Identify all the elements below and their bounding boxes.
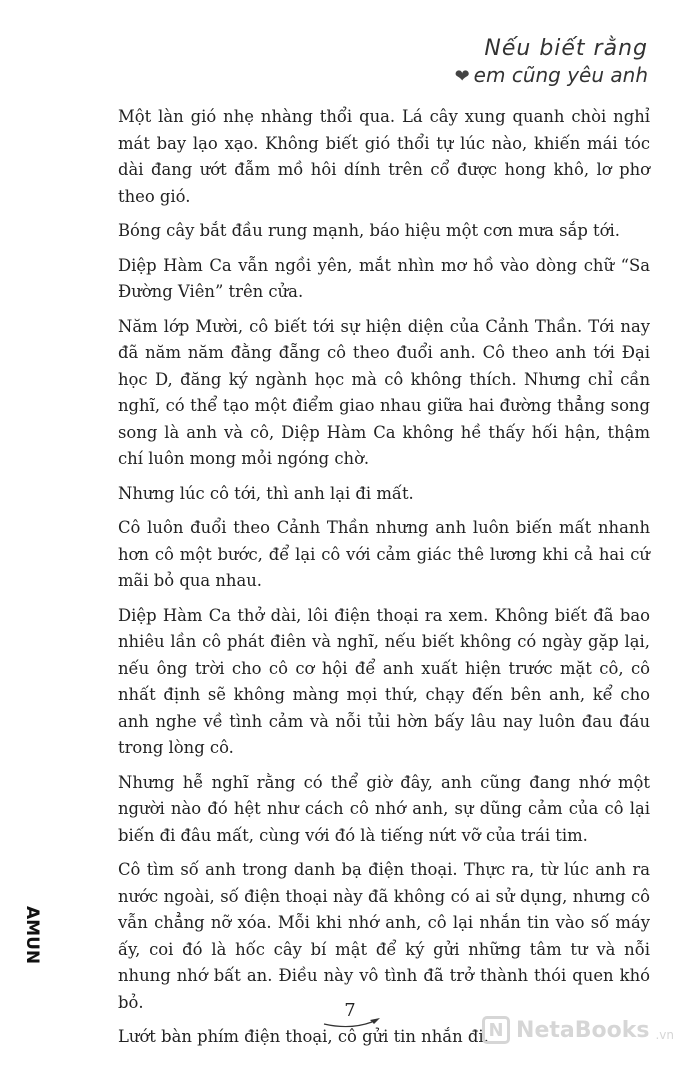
page-number: 7 <box>344 1000 356 1021</box>
paragraph: Cô luôn đuổi theo Cảnh Thần nhưng anh luôn biến mất nhanh hơn cô một bước, để lại cô với cảm giác thê lương khi cả hai cứ mãi bỏ qua nhau. <box>118 518 650 590</box>
paragraph: Diệp Hàm Ca thở dài, lôi điện thoại ra xem. Không biết đã bao nhiêu lần cô phát điên và nghĩ, nếu biết không có ngày gặp lại, nếu ông trời cho cô cơ hội để anh xuất hiện trước mặt cô, cô nhất định sẽ không màng mọi thứ, chạy đến bên anh, kể cho anh nghe về tình cảm và nỗi tủi hờn bấy lâu nay luôn đau đáu trong lòng cô. <box>118 605 650 757</box>
header-title-line2 <box>455 63 648 87</box>
paragraph: Lướt bàn phím điện thoại, cô gửi tin nhắn đi. <box>118 1027 489 1046</box>
running-header <box>455 36 648 87</box>
paragraph: Bóng cây bắt đầu rung mạnh, báo hiệu một cơn mưa sắp tới. <box>118 221 620 240</box>
watermark <box>482 1016 674 1044</box>
watermark-text: NetaBooks <box>516 1017 650 1043</box>
paragraph: Năm lớp Mười, cô biết tới sự hiện diện của Cảnh Thần. Tới nay đã năm năm đằng đẵng cô theo đuổi anh. Cô theo anh tới Đại học D, đăng ký ngành học mà cô không thích. Nhưng chỉ cần nghĩ, có thể tạo một điểm giao nhau giữa hai đường thẳng song song là anh và cô, Diệp Hàm Ca không hề thấy hối hận, thậm chí luôn mong mỏi ngóng chờ. <box>118 316 650 468</box>
hearts-icon: ❤ <box>454 66 470 87</box>
paragraph: Diệp Hàm Ca vẫn ngồi yên, mắt nhìn mơ hồ vào dòng chữ “Sa Đường Viên” trên cửa. <box>118 255 650 301</box>
publisher-logo: AMUN <box>22 906 42 965</box>
paragraph: Nhưng hễ nghĩ rằng có thể giờ đây, anh cũng đang nhớ một người nào đó hệt như cách cô nhớ anh, sự dũng cảm của cô lại biến đi đâu mất, cùng với đó là tiếng nứt vỡ của trái tim. <box>118 772 650 845</box>
header-title-line2-text: em cũng yêu anh <box>473 63 648 87</box>
page-body <box>118 104 650 1059</box>
paragraph: Một làn gió nhẹ nhàng thổi qua. Lá cây xung quanh chòi nghỉ mát bay lạo xạo. Không biết gió thổi tự lúc nào, khiến mái tóc dài đang ướt đẫm mồ hôi dính trên cổ được hong khô, lơ phơ theo gió. <box>118 107 650 206</box>
watermark-logo-icon: N <box>482 1016 510 1044</box>
paragraph: Cô tìm số anh trong danh bạ điện thoại. Thực ra, từ lúc anh ra nước ngoài, số điện thoại này đã không có ai sử dụng, nhưng cô vẫn chẳng nỡ xóa. Mỗi khi nhớ anh, cô lại nhắn tin vào số máy ấy, coi đó là hốc cây bí mật để ký gửi những tâm tư và nỗi nhung nhớ bất an. Điều này vô tình đã trở thành thói quen khó bỏ. <box>118 860 650 1012</box>
watermark-suffix: .vn <box>655 1028 674 1042</box>
header-title-line1: Nếu biết rằng <box>484 36 648 61</box>
paragraph: Nhưng lúc cô tới, thì anh lại đi mất. <box>118 483 414 503</box>
page-number-swoosh-icon <box>320 1010 390 1030</box>
